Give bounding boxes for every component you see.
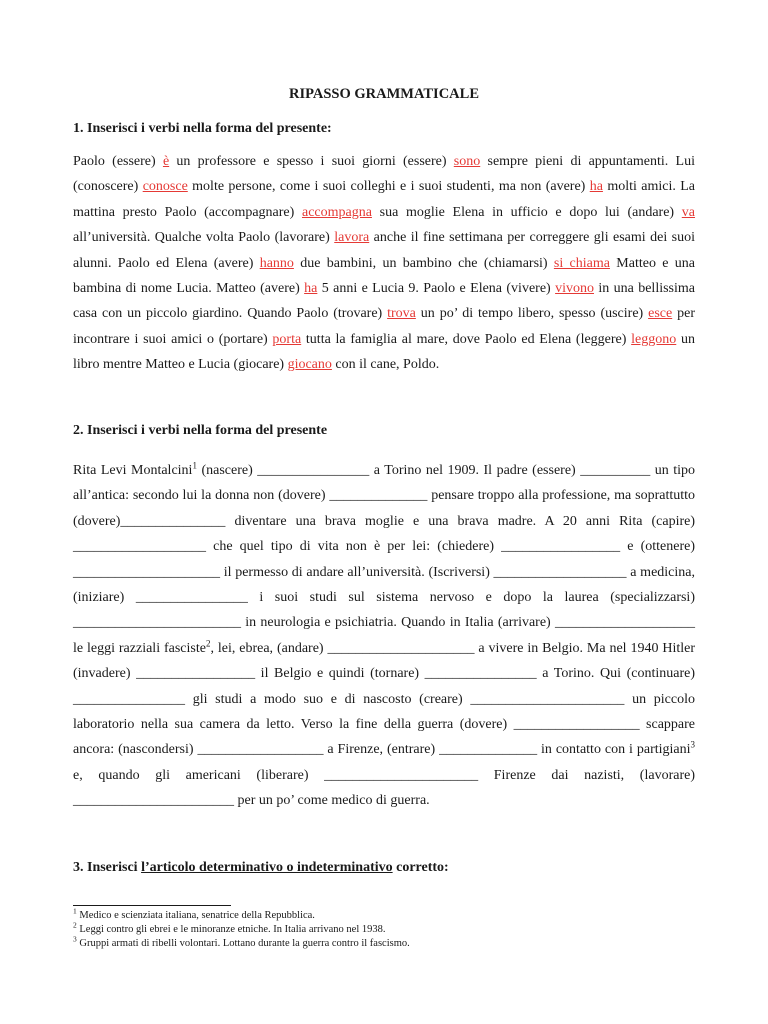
answer-word: è [162,154,170,169]
answer-word: giocano [287,357,332,373]
answer-word: va [681,204,695,220]
text-run: molte persone, come i suoi colleghi e i suoi studenti, ma non (avere) [187,179,590,195]
answer-word: hanno [259,255,294,271]
answer-word: conosce [142,179,188,195]
text-run: 5 anni e Lucia 9. Paolo e Elena (vivere) [317,281,556,297]
answer-word: trova [387,306,416,322]
section-2-heading: 2. Inserisci i verbi nella forma del presente [73,423,328,438]
text-run: all’università. Qualche volta Paolo (lavorare) [73,230,335,246]
answer-word: lavora [334,230,370,246]
footnote-3: $^3$ Gruppi armati di ribelli volontari. Lottano durante la guerra contro il fascismo. [73,934,410,949]
text-run: tutta la famiglia al mare, dove Paolo ed Elena (leggere) [301,331,632,347]
text-run: un po’ di tempo libero, spesso (uscire) [415,306,649,322]
text-run: due bambini, un bambino che (chiamarsi) [293,255,554,271]
text-run: Rita Levi Montalcini [73,463,193,478]
text-run: anche il fine settimana per correggere gli esami dei suoi alunni. Paolo ed Elena (avere) [73,230,695,271]
section-2-paragraph [73,458,695,814]
text-run: , lei, ebrea, (andare) _____________________ a vivere in Belgio. Ma nel 1940 Hitler (invadere) _________________ il Belgio e quindi (tornare) ________________ a Torino. Qui (continuare) ________________ gli studi a modo suo e di nascosto (creare) ______________________ un piccolo laboratorio nella sua camera da letto. Verso la fine della guerra (dovere) __________________ scappare ancora: (nascondersi) __________________ a Firenze, (entrare) ______________ in contatto con i partigiani [73,640,696,758]
text-run: un professore e spesso i suoi giorni (essere) [169,154,454,169]
footnotes [73,906,693,951]
section-3-heading-suffix: corretto: [392,860,449,875]
footnote-separator [73,905,231,906]
answer-word: si chiama [553,255,610,271]
answer-word: vivono [555,281,594,297]
text-run: sua moglie Elena in ufficio e dopo lui (andare) [371,204,682,220]
section-1-paragraph [73,149,695,378]
footnote-2: $^2$ Leggi contro gli ebrei e le minoranze etniche. In Italia arrivano nel 1938. [73,920,386,935]
section-3-heading-prefix: 3. Inserisci [73,860,142,875]
footnote-ref: 1 [192,460,197,471]
text-run: molti amici. La mattina presto Paolo (accompagnare) [73,179,696,220]
answer-word: leggono [631,331,677,347]
answer-word: porta [272,331,302,347]
text-run: un libro mentre Matteo e Lucia (giocare) [73,331,695,373]
text-run: per incontrare i suoi amici o (portare) [73,306,695,347]
section-3-heading [73,860,449,876]
text-run: Matteo e una bambina di nome Lucia. Matteo (avere) [73,255,696,297]
footnote-ref: 2 [205,638,211,649]
page-title: RIPASSO GRAMMATICALE [289,86,479,102]
answer-word: ha [589,179,603,195]
footnote-1: $^1$ Medico e scienziata italiana, senatrice della Repubblica. [73,906,315,921]
answer-word: esce [648,306,673,322]
text-run: in una bellissima casa con un piccolo giardino. Quando Paolo (trovare) [73,281,695,322]
answer-word: accompagna [301,204,372,220]
answer-word: ha [304,281,318,297]
text-run: con il cane, Poldo. [331,357,440,373]
text-run: e, quando gli americani (liberare) ______________________ Firenze dai nazisti, (lavorare) _______________________ per un po’ come medico di guerra. [73,767,695,809]
text-run: (nascere) ________________ a Torino nel 1909. Il padre (essere) __________ un tipo all’antica: secondo lui la donna non (dovere) ______________ pensare troppo alla professione, ma soprattutto (dovere)_______________ diventare una brava moglie e una brava madre. A 20 anni Rita (capire) ___________________ che quel tipo di vita non è per lei: (chiedere) _________________ e (ottenere) _____________________ il permesso di andare all’università. (Iscriversi) ___________________ a medicina, (iniziare) ________________ i suoi studi sul sistema nervoso e dopo la laurea (specializzarsi) ________________________ in neurologia e psichiatria. Quando in Italia (arrivare) ____________________ le leggi razziali fasciste [73,463,695,656]
section-3-heading-underlined: l’articolo determinativo o indeterminativo [141,860,393,875]
section-1-heading: 1. Inserisci i verbi nella forma del presente: [73,121,332,136]
text-run: Paolo (essere) [73,154,163,169]
footnote-ref: 3 [690,739,695,750]
answer-word: sono [453,154,481,169]
text-run: sempre pieni di appuntamenti. Lui (conoscere) [73,154,695,195]
